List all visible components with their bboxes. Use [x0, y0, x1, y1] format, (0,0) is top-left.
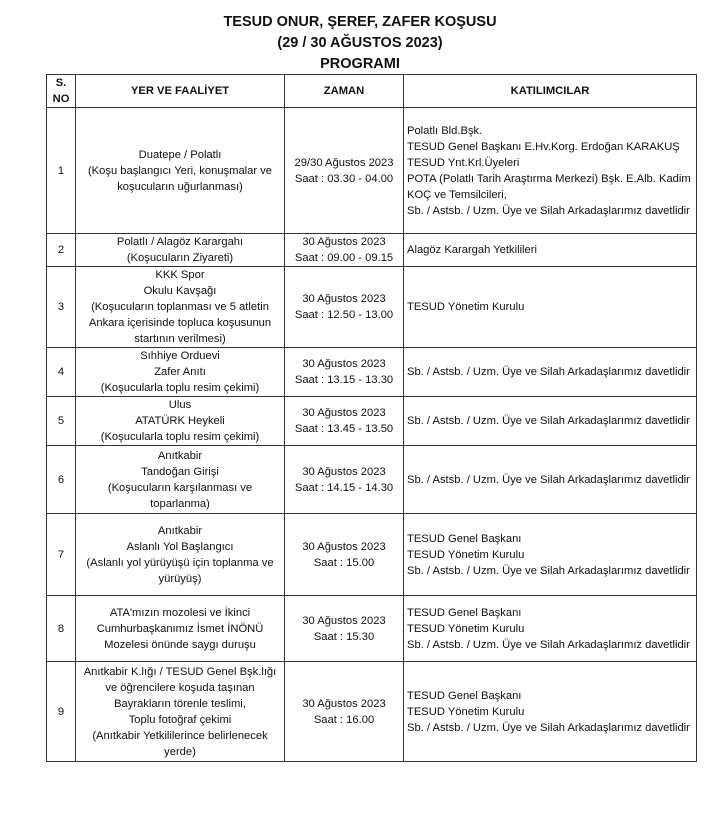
participants-cell: [404, 397, 697, 446]
table-row: [47, 108, 697, 234]
location-activity-cell-line: Anıtkabir K.lığı / TESUD Genel Bşk.lığı: [83, 665, 277, 678]
location-activity-cell-line: Sıhhiye Orduevi: [140, 350, 220, 362]
table-row: [47, 446, 697, 514]
column-header-no-line: S.: [55, 77, 67, 89]
location-activity-cell-line: yürüyüş): [158, 572, 202, 585]
time-cell: [285, 234, 404, 267]
table-row: [47, 397, 697, 446]
location-activity-cell: [76, 108, 285, 234]
participants-cell-line: Sb. / Astsb. / Uzm. Üye ve Silah Arkadaşlarımız davetlidir: [407, 366, 690, 378]
location-activity-cell-line: yerde): [164, 745, 196, 758]
participants-cell: [404, 348, 697, 397]
table-header-row: [47, 75, 697, 108]
location-activity-cell-line: Aslanlı Yol Başlangıcı: [126, 540, 234, 553]
time-cell-line: Saat : 13.45 - 13.50: [294, 423, 394, 435]
participants-cell-line: TESUD Genel Başkanı E.Hv.Korg. Erdoğan KARAKUŞ: [407, 140, 680, 153]
location-activity-cell: [76, 596, 285, 662]
time-cell-line: Saat : 15.30: [313, 630, 375, 643]
location-activity-cell-line: Anıtkabir: [157, 524, 203, 537]
row-number-cell: 8: [47, 596, 76, 662]
time-cell-line: 30 Ağustos 2023: [302, 358, 386, 370]
time-cell: [285, 596, 404, 662]
participants-cell-line: Sb. / Astsb. / Uzm. Üye ve Silah Arkadaşlarımız davetlidir: [407, 415, 690, 427]
location-activity-cell-line: (Koşucularla toplu resim çekimi): [100, 431, 260, 443]
table-row: [47, 348, 697, 397]
table-row: [47, 234, 697, 267]
location-activity-cell: [76, 446, 285, 514]
document-title: TESUD ONUR, ŞEREF, ZAFER KOŞUSU: [223, 14, 497, 30]
participants-cell-line: Alagöz Karargah Yetkilileri: [407, 244, 537, 256]
participants-cell: [404, 662, 697, 762]
participants-cell-line: Polatlı Bld.Bşk.: [407, 124, 483, 137]
participants-cell: [404, 596, 697, 662]
participants-cell-line: KOÇ ve Temsilcileri,: [407, 188, 507, 201]
participants-cell-line: TESUD Genel Başkanı: [407, 689, 522, 702]
time-cell-line: Saat : 15.00: [313, 556, 375, 569]
time-cell-line: Saat : 14.15 - 14.30: [294, 481, 394, 494]
table-row: [47, 596, 697, 662]
location-activity-cell-line: (Koşucuların toplanması ve 5 atletin: [91, 301, 269, 313]
location-activity-cell: [76, 234, 285, 267]
participants-cell-line: POTA (Polatlı Tarih Araştırma Merkezi) Bşk. E.Alb. Kadim: [407, 172, 691, 185]
participants-cell-line: TESUD Yönetim Kurulu: [407, 548, 525, 561]
time-cell-line: 30 Ağustos 2023: [302, 540, 386, 553]
location-activity-cell-line: startının verilmesi): [134, 333, 226, 345]
participants-cell: [404, 108, 697, 234]
row-number-cell: 6: [47, 446, 76, 514]
location-activity-cell: [76, 514, 285, 596]
time-cell-line: Saat : 09.00 - 09.15: [294, 252, 394, 264]
participants-cell-line: Sb. / Astsb. / Uzm. Üye ve Silah Arkadaşlarımız davetlidir: [407, 204, 690, 217]
participants-cell-line: TESUD Yönetim Kurulu: [407, 622, 525, 635]
location-activity-cell-line: Cumhurbaşkanımız İsmet İNÖNÜ: [96, 622, 264, 635]
location-activity-cell-line: Tandoğan Girişi: [141, 465, 219, 478]
location-activity-cell-line: (Anıtkabir Yetkililerince belirlenecek: [92, 729, 268, 742]
column-header-yer: YER VE FAALİYET: [76, 75, 285, 108]
participants-cell-line: Sb. / Astsb. / Uzm. Üye ve Silah Arkadaşlarımız davetlidir: [407, 721, 690, 734]
time-cell-line: 30 Ağustos 2023: [302, 465, 386, 478]
row-number-cell: 9: [47, 662, 76, 762]
column-header-katilimcilar: KATILIMCILAR: [404, 75, 697, 108]
column-header-zaman: ZAMAN: [285, 75, 404, 108]
column-header-no: [47, 75, 76, 108]
participants-cell-line: TESUD Yönetim Kurulu: [407, 301, 525, 313]
location-activity-cell-line: Okulu Kavşağı: [143, 285, 217, 297]
time-cell-line: 29/30 Ağustos 2023: [294, 156, 394, 169]
location-activity-cell-line: Mozelesi önünde saygı duruşu: [104, 638, 256, 651]
location-activity-cell-line: koşucuların uğurlanması): [117, 180, 243, 193]
participants-cell-line: TESUD Genel Başkanı: [407, 532, 522, 545]
time-cell-line: 30 Ağustos 2023: [302, 407, 386, 419]
participants-cell: [404, 514, 697, 596]
participants-cell: [404, 267, 697, 348]
table-row: [47, 514, 697, 596]
row-number-cell: 7: [47, 514, 76, 596]
location-activity-cell-line: toparlanma): [150, 497, 210, 510]
participants-cell-line: Sb. / Astsb. / Uzm. Üye ve Silah Arkadaşlarımız davetlidir: [407, 564, 690, 577]
location-activity-cell: [76, 397, 285, 446]
row-number-cell: 1: [47, 108, 76, 234]
time-cell: [285, 446, 404, 514]
location-activity-cell: [76, 662, 285, 762]
program-table: [46, 74, 697, 762]
row-number-cell: 5: [47, 397, 76, 446]
document-date-range: (29 / 30 AĞUSTOS 2023): [277, 35, 443, 51]
location-activity-cell-line: ATATÜRK Heykeli: [135, 415, 225, 427]
location-activity-cell-line: (Aslanlı yol yürüyüşü için toplanma ve: [86, 556, 274, 569]
location-activity-cell-line: ATA'mızın mozolesi ve İkinci: [109, 606, 251, 619]
location-activity-cell-line: Polatlı / Alagöz Karargahı: [116, 236, 244, 248]
row-number-cell: 3: [47, 267, 76, 348]
time-cell-line: Saat : 16.00: [313, 713, 375, 726]
time-cell: [285, 397, 404, 446]
row-number-cell: 2: [47, 234, 76, 267]
time-cell-line: Saat : 03.30 - 04.00: [294, 172, 394, 185]
location-activity-cell-line: (Koşu başlangıcı Yeri, konuşmalar ve: [87, 164, 273, 177]
participants-cell-line: Sb. / Astsb. / Uzm. Üye ve Silah Arkadaşlarımız davetlidir: [407, 638, 690, 651]
document-subtitle: PROGRAMI: [320, 56, 400, 72]
row-number-cell: 4: [47, 348, 76, 397]
participants-cell-line: Sb. / Astsb. / Uzm. Üye ve Silah Arkadaşlarımız davetlidir: [407, 473, 690, 486]
participants-cell-line: TESUD Genel Başkanı: [407, 606, 522, 619]
participants-cell: [404, 446, 697, 514]
table-body: [47, 108, 697, 762]
table-row: [47, 662, 697, 762]
time-cell: [285, 348, 404, 397]
participants-cell-line: TESUD Ynt.Krl.Üyeleri: [407, 156, 520, 169]
time-cell-line: Saat : 12.50 - 13.00: [294, 309, 394, 321]
time-cell-line: 30 Ağustos 2023: [302, 697, 386, 710]
location-activity-cell-line: Anıtkabir: [157, 449, 203, 462]
time-cell: [285, 514, 404, 596]
time-cell: [285, 662, 404, 762]
time-cell-line: Saat : 13.15 - 13.30: [294, 374, 394, 386]
location-activity-cell-line: (Koşucuların karşılanması ve: [107, 481, 253, 494]
location-activity-cell-line: ve öğrencilere koşuda taşınan: [105, 681, 255, 694]
location-activity-cell-line: (Koşucuların Ziyareti): [126, 252, 234, 264]
time-cell: [285, 108, 404, 234]
time-cell: [285, 267, 404, 348]
time-cell-line: 30 Ağustos 2023: [302, 614, 386, 627]
location-activity-cell: [76, 348, 285, 397]
location-activity-cell-line: Duatepe / Polatlı: [138, 148, 222, 161]
location-activity-cell-line: Ankara içerisinde topluca koşusunun: [88, 317, 272, 329]
column-header-no-line: NO: [52, 93, 70, 105]
location-activity-cell-line: Zafer Anıtı: [154, 366, 206, 378]
location-activity-cell-line: Bayrakların törenle teslimi,: [114, 697, 246, 710]
time-cell-line: 30 Ağustos 2023: [302, 293, 386, 305]
table-row: [47, 267, 697, 348]
participants-cell: [404, 234, 697, 267]
location-activity-cell-line: Ulus: [168, 399, 192, 411]
participants-cell-line: TESUD Yönetim Kurulu: [407, 705, 525, 718]
location-activity-cell-line: Toplu fotoğraf çekimi: [128, 713, 232, 726]
location-activity-cell: [76, 267, 285, 348]
location-activity-cell-line: KKK Spor: [155, 269, 205, 281]
location-activity-cell-line: (Koşucularla toplu resim çekimi): [100, 382, 260, 394]
time-cell-line: 30 Ağustos 2023: [302, 236, 386, 248]
